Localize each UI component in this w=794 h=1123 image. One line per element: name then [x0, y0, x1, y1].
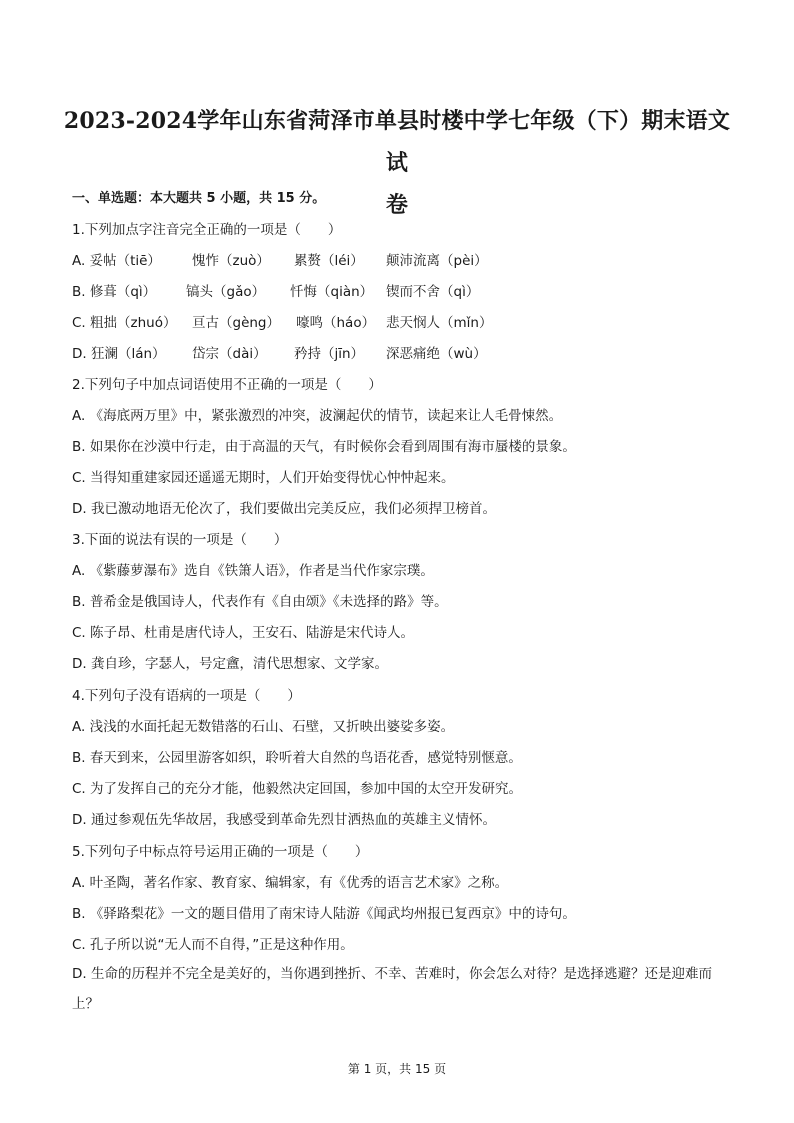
option-item: 矜持（jīn）: [294, 346, 365, 362]
option-item: 岱宗（dài）: [192, 346, 267, 362]
option-item: A. 妥帖（tiē）: [72, 253, 161, 269]
option-item: 愧怍（zuò）: [192, 253, 270, 269]
option-item: 忏悔（qiàn）: [290, 284, 374, 300]
question-1-option-c[interactable]: [72, 311, 492, 331]
question-4-option-a[interactable]: A. 浅浅的水面托起无数错落的石山、石壁，又折映出婆娑多姿。: [72, 719, 455, 735]
option-item: 颠沛流离（pèi）: [386, 253, 488, 269]
question-2-stem: 2.下列句子中加点词语使用不正确的一项是（ ）: [72, 377, 382, 393]
page-footer: 第 1 页，共 15 页: [347, 1062, 447, 1076]
section-heading: 一、单选题：本大题共 5 小题，共 15 分。: [72, 191, 326, 206]
question-4-option-d[interactable]: D. 通过参观伍先华故居，我感受到革命先烈甘洒热血的英雄主义情怀。: [72, 812, 496, 828]
question-5-option-c[interactable]: C. 孔子所以说“无人而不自得，”正是这种作用。: [72, 937, 354, 953]
question-5-option-d[interactable]: D. 生命的历程并不完全是美好的，当你遇到挫折、不幸、苦难时，你会怎么对待？是选择逃避？还是迎难而上？: [72, 966, 712, 1012]
question-4-option-b[interactable]: B. 春天到来，公园里游客如织，聆听着大自然的鸟语花香，感觉特别惬意。: [72, 750, 522, 766]
option-item: C. 粗拙（zhuó）: [72, 315, 177, 331]
question-5-option-a[interactable]: A. 叶圣陶，著名作家、教育家、编辑家，有《优秀的语言艺术家》之称。: [72, 875, 509, 891]
question-1-option-a[interactable]: [72, 249, 488, 269]
question-2-option-c[interactable]: C. 当得知重建家园还遥遥无期时，人们开始变得忧心忡忡起来。: [72, 470, 455, 486]
option-item: 镐头（gǎo）: [186, 284, 266, 300]
question-4-stem: 4.下列句子没有语病的一项是（ ）: [72, 688, 301, 704]
question-5-stem: 5.下列句子中标点符号运用正确的一项是（ ）: [72, 844, 369, 860]
option-item: 嚎鸣（háo）: [296, 315, 376, 331]
option-item: 锲而不舍（qì）: [386, 284, 480, 300]
title-line-1: 2023-2024学年山东省菏泽市单县时楼中学七年级（下）期末语文试: [63, 108, 731, 176]
question-4-option-c[interactable]: C. 为了发挥自己的充分才能，他毅然决定回国，参加中国的太空开发研究。: [72, 781, 523, 797]
question-3-option-a[interactable]: A. 《紫藤萝瀑布》选自《铁箫人语》，作者是当代作家宗璞。: [72, 563, 434, 579]
title-line-2: 卷: [385, 192, 409, 218]
option-item: B. 修葺（qì）: [72, 284, 157, 300]
page-title: [60, 100, 734, 226]
question-1-stem: 1.下列加点字注音完全正确的一项是（ ）: [72, 222, 342, 238]
question-3-option-c[interactable]: C. 陈子昂、杜甫是唐代诗人，王安石、陆游是宋代诗人。: [72, 625, 415, 641]
question-1-option-b[interactable]: [72, 280, 479, 300]
question-2-option-d[interactable]: D. 我已激动地语无伦次了，我们要做出完美反应，我们必须捍卫榜首。: [72, 501, 496, 517]
option-item: 亘古（gèng）: [192, 315, 281, 331]
question-3-stem: 3.下面的说法有误的一项是（ ）: [72, 532, 288, 548]
question-1-option-d[interactable]: [72, 342, 487, 362]
option-item: 悲天悯人（mǐn）: [386, 315, 493, 331]
question-2-option-a[interactable]: A. 《海底两万里》中，紧张激烈的冲突，波澜起伏的情节，读起来让人毛骨悚然。: [72, 408, 563, 424]
question-3-option-b[interactable]: B. 普希金是俄国诗人，代表作有《自由颂》《未选择的路》等。: [72, 594, 448, 610]
question-5-option-b[interactable]: B. 《驿路梨花》一文的题目借用了南宋诗人陆游《闻武均州报已复西京》中的诗句。: [72, 906, 576, 922]
option-item: D. 狂澜（lán）: [72, 346, 166, 362]
question-3-option-d[interactable]: D. 龚自珍，字瑟人，号定盦，清代思想家、文学家。: [72, 656, 388, 672]
option-item: 深恶痛绝（wù）: [386, 346, 487, 362]
question-2-option-b[interactable]: B. 如果你在沙漠中行走，由于高温的天气，有时候你会看到周围有海市蜃楼的景象。: [72, 439, 576, 455]
option-item: 累赘（léi）: [294, 253, 364, 269]
